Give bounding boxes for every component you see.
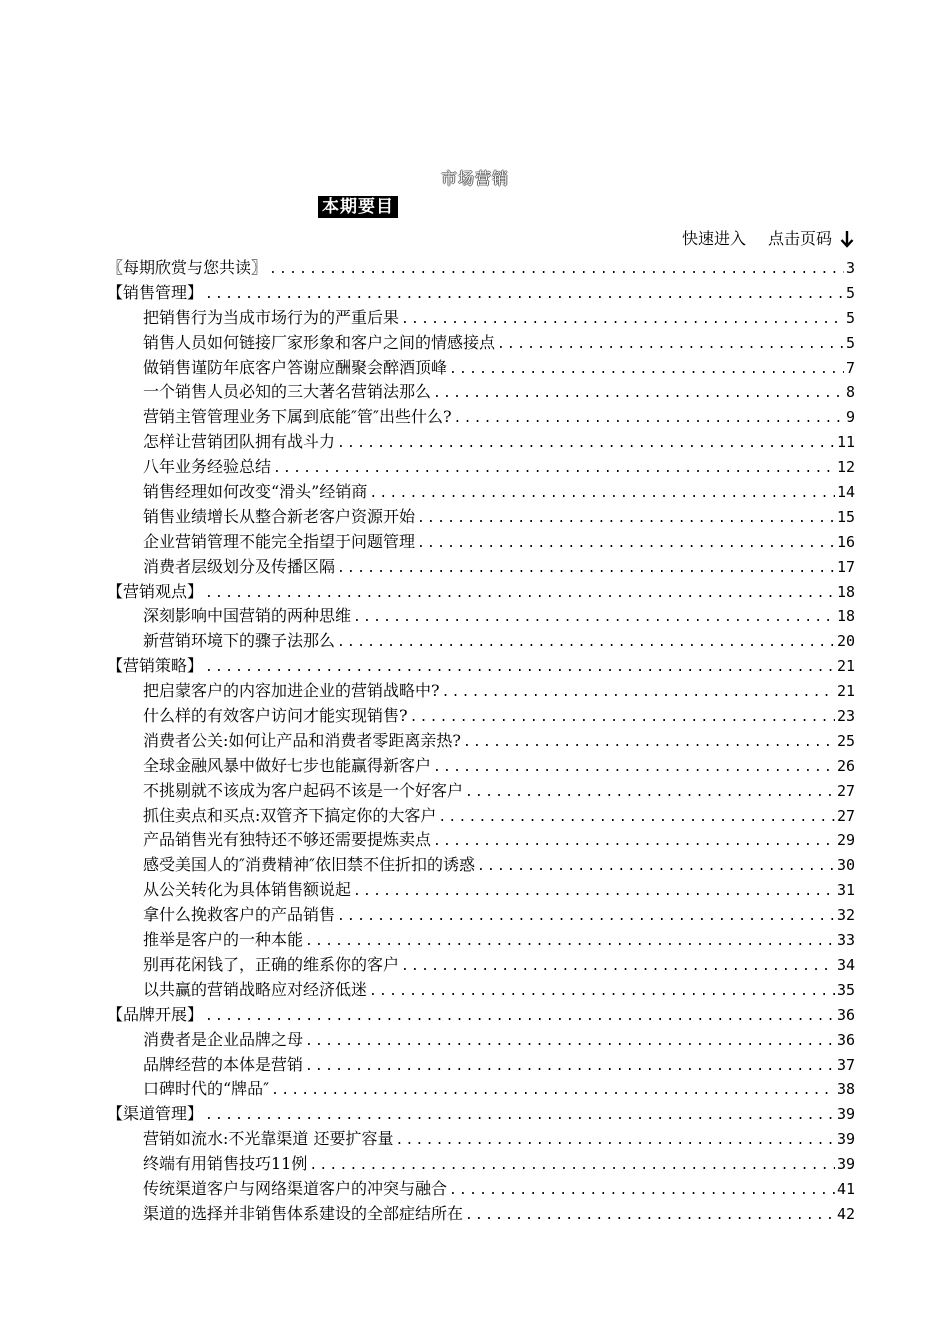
toc-dot-leader — [337, 557, 835, 580]
toc-entry-title: 营销如流水:不光靠渠道 还要扩容量 — [143, 1129, 394, 1149]
toc-entry-title: 终端有用销售技巧11例 — [143, 1154, 308, 1174]
toc-dot-leader — [454, 407, 844, 430]
toc-item-row[interactable] — [107, 405, 855, 430]
toc-dot-leader — [337, 432, 835, 455]
toc-entry-title: 新营销环境下的骤子法那么 — [143, 631, 336, 651]
toc-dot-leader — [305, 1055, 835, 1078]
toc-entry-title: 做销售谨防年底客户答谢应酬聚会醉酒顶峰 — [143, 357, 448, 377]
toc-dot-leader — [463, 731, 835, 754]
toc-item-row[interactable] — [107, 380, 855, 405]
toc-item-row[interactable] — [107, 555, 855, 580]
toc-page-number-link[interactable]: 33 — [836, 931, 855, 950]
toc-item-row[interactable] — [107, 629, 855, 654]
toc-page-number-link[interactable]: 39 — [836, 1105, 855, 1124]
toc-page-number-link[interactable]: 41 — [836, 1179, 855, 1198]
toc-dot-leader — [369, 980, 835, 1003]
toc-entry-title: 一个销售人员必知的三大著名营销法那么 — [143, 382, 432, 402]
toc-page-number-link[interactable]: 35 — [836, 980, 855, 999]
toc-page-number-link[interactable]: 12 — [836, 458, 855, 477]
toc-section-row[interactable] — [107, 281, 855, 306]
toc-item-row[interactable] — [107, 455, 855, 480]
toc-page-number-link[interactable]: 16 — [836, 532, 855, 551]
toc-page-number-link[interactable]: 20 — [836, 632, 855, 651]
toc-section-row[interactable] — [107, 654, 855, 679]
toc-item-row[interactable] — [107, 729, 855, 754]
toc-entry-title: 全球金融风暴中做好七步也能赢得新客户 — [143, 755, 432, 775]
toc-entry-title: 【渠道管理】 — [107, 1104, 204, 1124]
toc-dot-leader — [337, 631, 835, 654]
toc-item-row[interactable] — [107, 878, 855, 903]
toc-page-number-link[interactable]: 21 — [836, 657, 855, 676]
toc-entry-title: 消费者公关:如何让产品和消费者零距离亲热? — [143, 730, 461, 750]
toc-entry-title: 〖每期欣赏与您共读〗 — [107, 258, 268, 277]
toc-page-number-link[interactable]: 9 — [845, 408, 855, 427]
toc-dot-leader — [410, 706, 835, 729]
toc-dot-leader — [438, 806, 835, 829]
toc-dot-leader — [497, 333, 844, 356]
toc-dot-leader — [305, 930, 835, 953]
toc-item-row[interactable] — [107, 704, 855, 729]
quick-nav — [682, 228, 854, 250]
toc-section-row[interactable] — [107, 1003, 855, 1028]
toc-page-number-link[interactable]: 23 — [836, 707, 855, 726]
toc-page-number-link[interactable]: 5 — [845, 308, 855, 327]
toc-item-row[interactable] — [107, 356, 855, 381]
toc-dot-leader — [205, 283, 844, 306]
toc-page-number-link[interactable]: 39 — [836, 1155, 855, 1174]
toc-entry-title: 拿什么挽救客户的产品销售 — [143, 905, 336, 925]
toc-dot-leader — [353, 606, 835, 629]
toc-entry-title: 不挑剔就不该成为客户起码不该是一个好客户 — [143, 780, 464, 800]
toc-entry-title: 企业营销管理不能完全指望于问题管理 — [143, 531, 416, 551]
toc-page-number-link[interactable]: 21 — [836, 682, 855, 701]
toc-page-number-link[interactable]: 3 — [845, 259, 855, 277]
toc-dot-leader — [417, 507, 835, 530]
toc-entry-title: 消费者层级划分及传播区隔 — [143, 556, 336, 576]
toc-entry-title: 推举是客户的一种本能 — [143, 930, 304, 950]
toc-dot-leader — [465, 781, 835, 804]
toc-dot-leader — [205, 582, 835, 605]
toc-page-number-link[interactable]: 25 — [836, 731, 855, 750]
toc-page-number-link[interactable]: 26 — [836, 756, 855, 775]
toc-item-row[interactable] — [107, 1177, 855, 1202]
toc-entry-title: 深刻影响中国营销的两种思维 — [143, 606, 352, 626]
toc-item-row[interactable] — [107, 1202, 855, 1227]
toc-page-number-link[interactable]: 39 — [836, 1130, 855, 1149]
toc-entry-title: 以共赢的营销战略应对经济低迷 — [143, 979, 368, 999]
toc-item-row[interactable] — [107, 978, 855, 1003]
toc-page-number-link[interactable]: 18 — [836, 582, 855, 601]
toc-page-number-link[interactable]: 27 — [836, 806, 855, 825]
toc-item-row[interactable] — [107, 779, 855, 804]
toc-section-row[interactable] — [107, 1102, 855, 1127]
toc-item-row[interactable] — [107, 1127, 855, 1152]
toc-page-number-link[interactable]: 36 — [836, 1005, 855, 1024]
toc-entry-title: 产品销售光有独特还不够还需要提炼卖点 — [143, 830, 432, 850]
toc-item-row[interactable] — [107, 804, 855, 829]
toc-page-number-link[interactable]: 11 — [836, 433, 855, 452]
toc-item-row[interactable] — [107, 530, 855, 555]
toc-dot-leader — [395, 1129, 834, 1152]
toc-item-row[interactable] — [107, 1028, 855, 1053]
toc-item-row[interactable] — [107, 505, 855, 530]
toc-dot-leader — [401, 308, 844, 331]
toc-dot-leader — [417, 532, 835, 555]
toc-page-number-link[interactable]: 36 — [836, 1030, 855, 1049]
toc-dot-leader — [465, 1204, 835, 1227]
toc-entry-title: 什么样的有效客户访问才能实现销售? — [143, 706, 408, 726]
toc-item-row[interactable] — [107, 953, 855, 978]
toc-page-number-link[interactable]: 42 — [836, 1204, 855, 1223]
toc-item-row[interactable] — [107, 853, 855, 878]
toc-dot-leader — [401, 955, 835, 978]
toc-entry-title: 品牌经营的本体是营销 — [143, 1054, 304, 1074]
toc-entry-title: 【品牌开展】 — [107, 1004, 204, 1024]
toc-item-row[interactable] — [107, 1152, 855, 1177]
toc-page-number-link[interactable]: 32 — [836, 906, 855, 925]
toc-entry-title: 把销售行为当成市场行为的严重后果 — [143, 307, 400, 327]
toc-entry-title: 销售业绩增长从整合新老客户资源开始 — [143, 506, 416, 526]
toc-dot-leader — [271, 1079, 835, 1102]
toc-page-number-link[interactable]: 15 — [836, 507, 855, 526]
toc-section-row[interactable] — [107, 580, 855, 605]
toc-entry-title: 营销主管管理业务下属到底能″管″出些什么? — [143, 407, 452, 427]
page-header-title: 市场营销 — [440, 169, 509, 188]
toc-page-number-link[interactable]: 31 — [836, 881, 855, 900]
toc-dot-leader — [205, 656, 835, 679]
toc-dot-leader — [205, 1104, 835, 1127]
toc-page-number-link[interactable]: 34 — [836, 955, 855, 974]
toc-entry-title: 别再花闲钱了，正确的维系你的客户 — [143, 954, 400, 974]
toc-dot-leader — [369, 482, 835, 505]
toc-item-row[interactable] — [107, 754, 855, 779]
toc-item-row[interactable] — [107, 903, 855, 928]
toc-entry-title: 销售经理如何改变“滑头”经销商 — [143, 482, 368, 502]
quick-enter-label: 快速进入 — [681, 229, 746, 248]
toc-page-number-link[interactable]: 29 — [836, 831, 855, 850]
toc-dot-leader — [305, 1030, 835, 1053]
toc-dot-leader — [337, 905, 835, 928]
toc-page-number-link[interactable]: 18 — [836, 607, 855, 626]
toc-entry-title: 把启蒙客户的内容加进企业的营销战略中? — [143, 681, 440, 701]
toc-dot-leader — [449, 358, 844, 381]
toc-section-row[interactable] — [107, 256, 855, 281]
table-of-contents — [107, 256, 855, 1227]
toc-item-row[interactable] — [107, 480, 855, 505]
toc-page-number-link[interactable]: 7 — [845, 358, 855, 377]
toc-page-number-link[interactable]: 30 — [836, 856, 855, 875]
toc-item-row[interactable] — [107, 1077, 855, 1102]
toc-page-number-link[interactable]: 38 — [836, 1080, 855, 1099]
toc-item-row[interactable] — [107, 306, 855, 331]
toc-entry-title: 【营销策略】 — [107, 656, 204, 676]
toc-entry-title: 八年业务经验总结 — [143, 457, 272, 477]
toc-dot-leader — [433, 382, 844, 405]
toc-page-number-link[interactable]: 5 — [845, 283, 855, 302]
toc-dot-leader — [353, 880, 835, 903]
toc-entry-title: 抓住卖点和买点:双管齐下搞定你的大客户 — [143, 805, 437, 825]
toc-entry-title: 感受美国人的″消费精神″依旧禁不住折扣的诱惑 — [143, 855, 475, 875]
toc-page-number-link[interactable]: 17 — [836, 557, 855, 576]
toc-page-number-link[interactable]: 8 — [845, 383, 855, 402]
toc-page-number-link[interactable]: 5 — [845, 333, 855, 352]
toc-dot-leader — [269, 258, 844, 281]
arrow-down-icon — [840, 230, 854, 248]
toc-item-row[interactable] — [107, 1053, 855, 1078]
toc-dot-leader — [273, 457, 835, 480]
toc-dot-leader — [205, 1005, 835, 1028]
toc-entry-title: 消费者是企业品牌之母 — [143, 1029, 304, 1049]
toc-entry-title: 渠道的选择并非销售体系建设的全部症结所在 — [143, 1203, 464, 1223]
toc-entry-title: 口碑时代的“牌品″ — [143, 1079, 270, 1099]
toc-entry-title: 销售人员如何链接厂家形象和客户之间的情感接点 — [143, 332, 496, 352]
click-page-label: 点击页码 — [767, 229, 832, 248]
toc-page-number-link[interactable]: 14 — [836, 483, 855, 502]
toc-item-row[interactable] — [107, 430, 855, 455]
toc-dot-leader — [449, 1179, 835, 1202]
toc-dot-leader — [309, 1154, 835, 1177]
toc-dot-leader — [433, 756, 835, 779]
toc-page-number-link[interactable]: 27 — [836, 781, 855, 800]
toc-item-row[interactable] — [107, 679, 855, 704]
toc-item-row[interactable] — [107, 928, 855, 953]
toc-item-row[interactable] — [107, 828, 855, 853]
toc-dot-leader — [442, 681, 835, 704]
toc-item-row[interactable] — [107, 331, 855, 356]
toc-dot-leader — [433, 830, 835, 853]
issue-contents-title: 本期要目 — [318, 196, 398, 218]
toc-entry-title: 传统渠道客户与网络渠道客户的冲突与融合 — [143, 1178, 448, 1198]
toc-entry-title: 从公关转化为具体销售额说起 — [143, 880, 352, 900]
toc-page-number-link[interactable]: 37 — [836, 1055, 855, 1074]
toc-entry-title: 【销售管理】 — [107, 282, 204, 302]
toc-item-row[interactable] — [107, 604, 855, 629]
toc-dot-leader — [477, 855, 835, 878]
toc-entry-title: 怎样让营销团队拥有战斗力 — [143, 432, 336, 452]
toc-entry-title: 【营销观点】 — [107, 581, 204, 601]
